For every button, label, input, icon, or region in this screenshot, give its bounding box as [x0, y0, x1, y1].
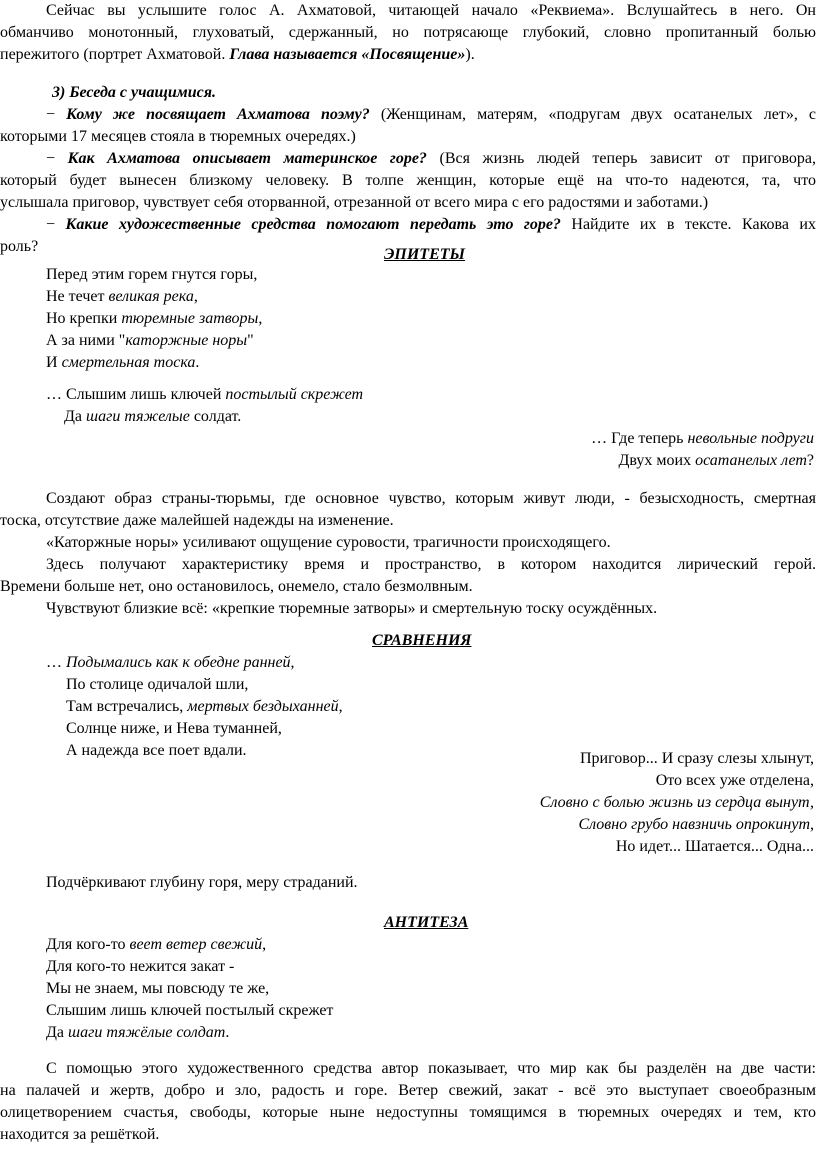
commentary-line: Здесь получают характеристику время и пространство, в котором находится лирический герой.	[46, 556, 816, 573]
poem-line-right: Ото всех уже отделена,	[655, 772, 814, 789]
commentary-line: С помощью этого художественного средства автор показывает, что мир как бы разделён на две части:	[46, 1060, 816, 1077]
poem-line: Солнце ниже, и Нева туманней,	[66, 720, 282, 737]
answer-1-line-2: которыми 17 месяцев стояла в тюремных очередях.)	[0, 128, 356, 145]
commentary-line: находится за решёткой.	[0, 1126, 160, 1143]
question-2: Как Ахматова описывает материнское горе?	[67, 150, 427, 167]
poem-line-right: Двух моих осатанелых лет?	[618, 452, 814, 469]
poem-line: … Слышим лишь ключей постылый скрежет	[46, 386, 364, 403]
section-heading-antithesis: АНТИТЕЗА	[384, 914, 469, 931]
poem-line: Слышим лишь ключей постылый скрежет	[46, 1002, 334, 1019]
answer-3-line-2: роль?	[0, 238, 39, 255]
answer-2-line-2: который будет вынесен близкому человеку. В толпе женщин, которые ещё на что-то надеются, та, что	[0, 172, 816, 189]
poem-line-right: Приговор... И сразу слезы хлынут,	[579, 750, 814, 767]
poem-line: Мы не знаем, мы повсюду те же,	[46, 980, 270, 997]
poem-line: По столице одичалой шли,	[66, 676, 249, 693]
intro-line-3: пережитого (портрет Ахматовой. Глава называется «Посвящение»).	[0, 46, 475, 63]
question-1: Кому же посвящает Ахматова поэму?	[66, 106, 370, 123]
section-heading-talk: 3) Беседа с учащимися.	[52, 84, 216, 101]
chapter-title: Глава называется «Посвящение»	[229, 46, 466, 63]
poem-line: Для кого-то нежится закат -	[46, 958, 235, 975]
commentary-line: на палачей и жертв, добро и зло, радость и горе. Ветер свежий, закат - всё это выступает своеобразным	[0, 1082, 816, 1099]
intro-line-2: обманчиво монотонный, глуховатый, сдержанный, но потрясающе глубокий, словно пропитанный болью	[0, 24, 816, 41]
question-1-line: − Кому же посвящает Ахматова поэму? (Женщинам, матерям, «подругам двух осатанелых лет», с	[46, 106, 816, 123]
poem-line: Да шаги тяжелые солдат.	[64, 408, 242, 425]
poem-line: А за ними "каторжные норы"	[46, 332, 254, 349]
poem-line: Да шаги тяжёлые солдат.	[46, 1024, 230, 1041]
commentary-line: Чувствуют близкие всё: «крепкие тюремные затворы» и смертельную тоску осуждённых.	[46, 600, 658, 617]
poem-line: А надежда все поет вдали.	[66, 742, 247, 759]
commentary-line: Создают образ страны-тюрьмы, где основное чувство, которым живут люди, - безысходность, смертная	[46, 490, 816, 507]
poem-line: Для кого-то веет ветер свежий,	[46, 936, 267, 953]
commentary-line: тоска, отсутствие даже малейшей надежды на изменение.	[0, 512, 394, 529]
commentary-line: «Каторжные норы» усиливают ощущение суровости, трагичности происходящего.	[46, 534, 611, 551]
poem-line: Перед этим горем гнутся горы,	[46, 266, 258, 283]
answer-2-line-3: услышала приговор, чувствует себя оторванной, отрезанной от всего мира с его радостями и заботами.)	[0, 194, 709, 211]
poem-line-right: Словно грубо навзничь опрокинут,	[578, 816, 814, 833]
poem-line: Не течет великая река,	[46, 288, 198, 305]
commentary-line: Подчёркивают глубину горя, меру страданий.	[46, 874, 358, 891]
section-heading-comparisons: СРАВНЕНИЯ	[372, 632, 472, 649]
poem-line: Там встречались, мертвых бездыханней,	[66, 698, 343, 715]
commentary-line: олицетворением счастья, свободы, которые ныне недоступны томящимся в тюремных очередях и тем, кто	[0, 1104, 816, 1121]
section-heading-epithets: ЭПИТЕТЫ	[384, 246, 466, 263]
intro-line-1: Сейчас вы услышите голос А. Ахматовой, читающей начало «Реквиема». Вслушайтесь в него. Он	[46, 2, 816, 19]
poem-line: … Подымались как к обедне ранней,	[46, 654, 295, 671]
poem-line-right: Словно с болью жизнь из сердца вынут,	[539, 794, 814, 811]
poem-line: И смертельная тоска.	[46, 354, 200, 371]
question-3-line: − Какие художественные средства помогают передать это горе? Найдите их в тексте. Какова их	[46, 216, 816, 233]
commentary-line: Времени больше нет, оно остановилось, онемело, стало безмолвным.	[0, 578, 473, 595]
poem-line-right: Но идет... Шатается... Одна...	[615, 838, 814, 855]
question-2-line: − Как Ахматова описывает материнское горе? (Вся жизнь людей теперь зависит от приговора,	[46, 150, 816, 167]
poem-line: Но крепки тюремные затворы,	[46, 310, 263, 327]
question-3: Какие художественные средства помогают передать это горе?	[65, 216, 561, 233]
poem-line-right: … Где теперь невольные подруги	[591, 430, 814, 447]
